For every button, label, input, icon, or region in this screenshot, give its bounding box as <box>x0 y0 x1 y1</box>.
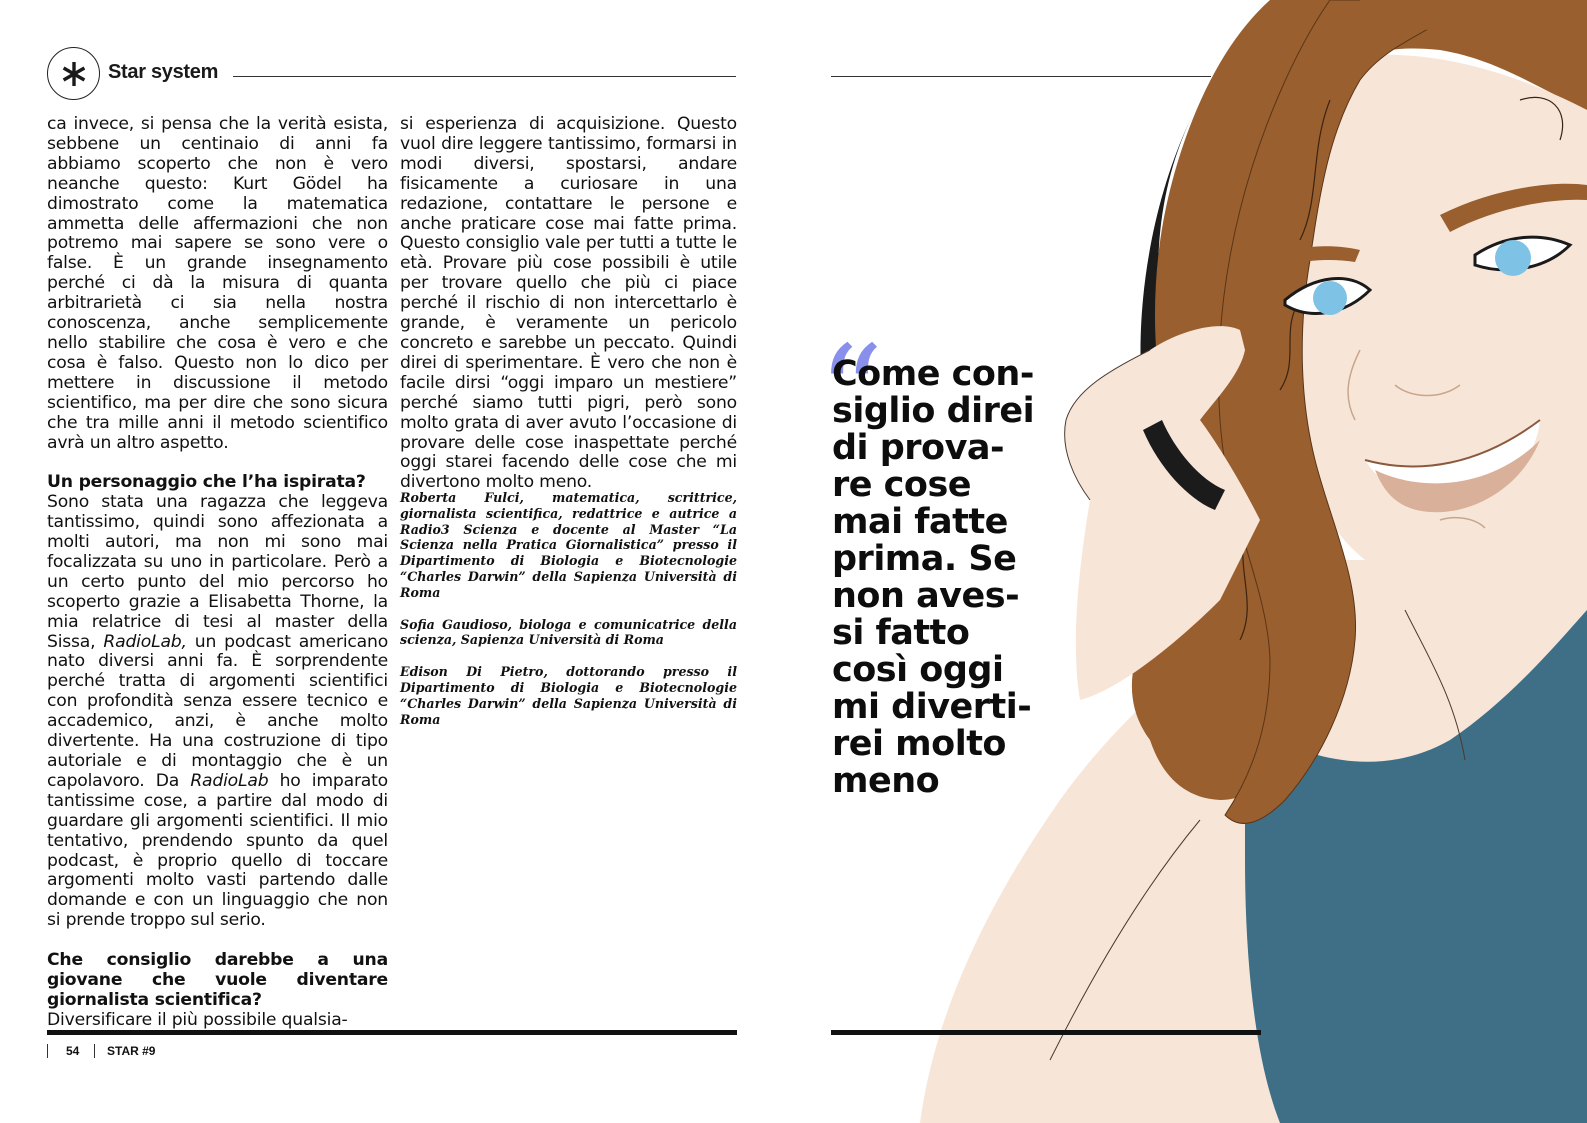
author-credits <box>400 490 737 743</box>
eye-right-iris <box>1495 240 1531 276</box>
eye-left-iris <box>1313 281 1347 315</box>
paragraph: ca invece, si pensa che la verità esista, sebbene un centinaio di anni fa abbiamo scoperto che non è vero neanche questo: Kurt Gödel ha dimostrato come la matematica ammetta delle affermazioni che non potremo mai sapere se sono vere o false. È un grande insegnamento perché ci dà la misura di quanta arbitrarietà ci sia nella nostra conoscenza, anche semplicemente nello stabilire che cosa è vero e che cosa è falso. Questo non lo dico per mettere in discussione il metodo scientifico, ma per dire che sono sicura che tra mille anni il metodo scientifico avrà un altro aspetto. <box>47 114 388 453</box>
issue-label: STAR #9 <box>107 1044 156 1058</box>
article-column-left <box>47 115 388 1031</box>
pull-quote <box>832 356 1082 800</box>
pull-quote-line: siglio direi <box>832 391 1035 431</box>
interview-question: Un personaggio che l’ha ispirata? <box>47 472 366 493</box>
podcast-title: RadioLab, <box>103 631 187 652</box>
pull-quote-line: rei molto <box>832 724 1006 764</box>
pull-quote-line: re cose <box>832 465 972 505</box>
section-logo <box>47 47 100 100</box>
pull-quote-line: mi diverti- <box>832 687 1032 727</box>
pull-quote-line: non aves- <box>832 576 1020 616</box>
footer-divider <box>94 1044 95 1058</box>
pull-quote-line: si fatto <box>832 613 970 653</box>
footer-rule-right <box>831 1030 1261 1035</box>
interview-question: Che consiglio darebbe a una giovane che vuole diventare giornalista scientifica? <box>47 950 388 1010</box>
footer-divider <box>47 1044 48 1058</box>
quote-mark-icon: “ <box>818 319 884 468</box>
header-rule-left <box>233 76 736 77</box>
section-title: Star system <box>108 61 219 83</box>
credit-entry: Sofia Gaudioso, biologa e comunicatrice della scienza, Sapienza Università di Roma <box>400 616 737 648</box>
pull-quote-line: di prova- <box>832 428 1005 468</box>
footer-rule-left <box>47 1030 737 1035</box>
header-rule-right <box>831 76 1211 77</box>
credit-entry: Roberta Fulci, matematica, scrittrice, giornalista scientifica, redattrice e autrice a Radio3 Scienza e docente al Master “La Scienza nella Pratica Giornalistica” presso il Dipartimento di Biologia e Biotecnologie “Charles Darwin” della Sapienza Università di Roma <box>400 490 737 600</box>
paragraph: Diversificare il più possibile qualsia- <box>47 1009 348 1030</box>
podcast-title: RadioLab <box>190 770 269 791</box>
page-number: 54 <box>66 1044 80 1058</box>
paragraph: Sono stata una ragazza che leggeva tantissimo, quindi sono affezionata a molti autori, ma non mi sono mai focalizzata su uno in particolare. Però a un certo punto del mio percorso ho scoperto grazie a Elisabetta Thorne, la mia relatrice di tesi al master della Sissa, RadioLab, un podcast americano nato diversi anni fa. È sorprendente perché tratta di argomenti scientifici con profondità senza essere tecnico e accademico, anzi, è anche molto divertente. Ha una costruzione di tipo autoriale e di montaggio che è un capolavoro. Da RadioLab ho imparato tantissime cose, a partire dal modo di guardare gli argomenti scientifici. Il mio tentativo, prendendo spunto da quel podcast, è proprio quello di toccare argomenti molto vasti partendo dalle domande e con un linguaggio che non si prende troppo sul serio. <box>47 492 389 931</box>
article-column-right <box>400 115 737 493</box>
pull-quote-line: prima. Se <box>832 539 1017 579</box>
pull-quote-line: così oggi <box>832 650 1004 690</box>
asterisk-icon <box>60 60 88 88</box>
pull-quote-line: meno <box>832 761 940 801</box>
pull-quote-line: mai fatte <box>832 502 1008 542</box>
pull-quote-line: Come con- <box>832 354 1034 394</box>
paragraph: si esperienza di acquisizione. Questo vuol dire leggere tantissimo, formarsi in modi diversi, spostarsi, andare fisicamente a curiosare in una redazione, contattare le persone e anche praticare cose mai fatte prima. Questo consiglio vale per tutti a tutte le età. Provare più cose possibili è utile per trovare quello che più ci piace perché il rischio di non intercettarlo è grande, è veramente un pericolo concreto e sarebbe un peccato. Quindi direi di sperimentare. È vero che non è facile dirsi “oggi imparo un mestiere” perché siamo tutti pigri, però sono molto grata di aver avuto l’occasione di provare delle cose inaspettate perché oggi starei facendo delle cose che mi divertono molto meno. <box>400 114 737 493</box>
credit-entry: Edison Di Pietro, dottorando presso il Dipartimento di Biologia e Biotecnologie “Charles Darwin” della Sapienza Università di Roma <box>400 664 737 727</box>
